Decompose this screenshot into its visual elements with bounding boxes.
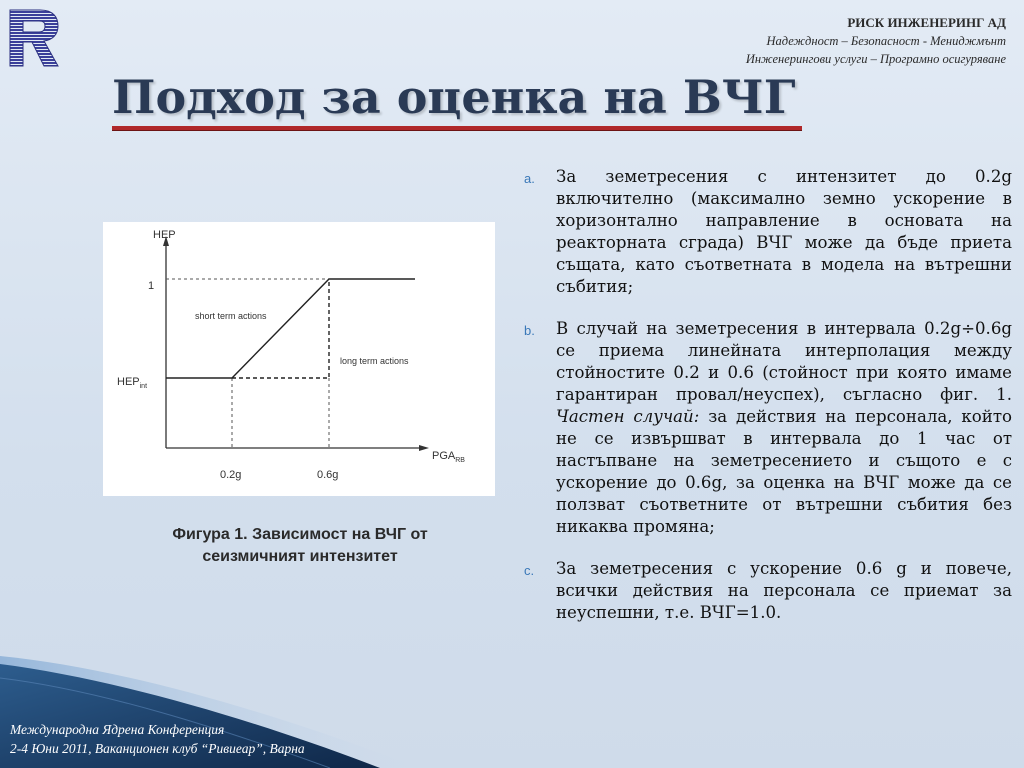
bullet-marker: b.: [524, 323, 535, 338]
company-tagline: Надеждност – Безопасност - Мениджмънт: [766, 34, 1006, 48]
r-letter-logo: [8, 8, 60, 68]
company-name: РИСК ИНЖЕНЕРИНГ АД: [847, 15, 1006, 30]
figure-caption-line1: Фигура 1. Зависимост на ВЧГ от: [172, 526, 428, 543]
x-tick-02: 0.2g: [220, 469, 242, 481]
bullet-item-b: [524, 318, 1012, 538]
bullet-item-a: [524, 166, 1012, 298]
y-tick-hep-int: $HEP_{int}$: [117, 376, 148, 390]
slide-title: Подход за оценка на ВЧГ: [112, 70, 796, 124]
hep-chart-svg: [103, 222, 495, 496]
figure-caption: [130, 524, 470, 568]
x-tick-06: 0.6g: [317, 469, 339, 481]
y-axis-label: HEP: [153, 229, 176, 241]
x-axis-label: $PGA_{RB}$: [432, 450, 465, 464]
bullet-item-c: [524, 558, 1012, 624]
footer-conference: Международна Ядрена Конференция: [10, 722, 225, 737]
footer-date-venue: 2-4 Юни 2011, Ваканционен клуб “Ривиеар”, Варна: [10, 741, 305, 756]
figure-caption-line2: сеизмичният интензитет: [202, 548, 398, 565]
bullet-marker: c.: [524, 563, 535, 578]
bullet-text: За земетресения с интензитет до 0.2g включително (максимално земно ускорение в хоризонтално направление в основата на реакторната сграда) ВЧГ може да бъде приета същата, като съответната в модела на вътрешни събития;: [556, 167, 1012, 296]
company-header: [746, 14, 1006, 68]
series-long-term-label: long term actions: [340, 356, 409, 366]
bullet-list: [524, 166, 1012, 644]
hep-chart: [103, 222, 495, 496]
bullet-text: За земетресения с ускорение 0.6 g и повече, всички действия на персонала се приемат за неуспешни, т.е. ВЧГ=1.0.: [556, 559, 1012, 622]
y-tick-1: 1: [148, 280, 155, 292]
series-short-term-label: short term actions: [195, 311, 267, 321]
x-axis-arrow: [419, 445, 429, 451]
bullet-text: В случай на земетресения в интервала 0.2g÷0.6g се приема линейната интерполация между стойностите 0.2 и 0.6 (стойност при която имаме гарантиран провал/неуспех), съгласно фиг. 1. Частен случай: за действия на персонала, който не се извършват в интервала до 1 час от настъпване на земетресението и същото е с ускорение до 0.6g, за оценка на ВЧГ може да се ползват съответните от вътрешни събития без никаква промяна;: [556, 319, 1012, 536]
bullet-italic: Частен случай:: [556, 407, 700, 426]
bullet-marker: a.: [524, 171, 535, 186]
company-services: Инженерингови услуги – Програмно осигуряване: [745, 52, 1006, 66]
title-underline: [112, 126, 802, 131]
footer-text: [10, 720, 305, 758]
